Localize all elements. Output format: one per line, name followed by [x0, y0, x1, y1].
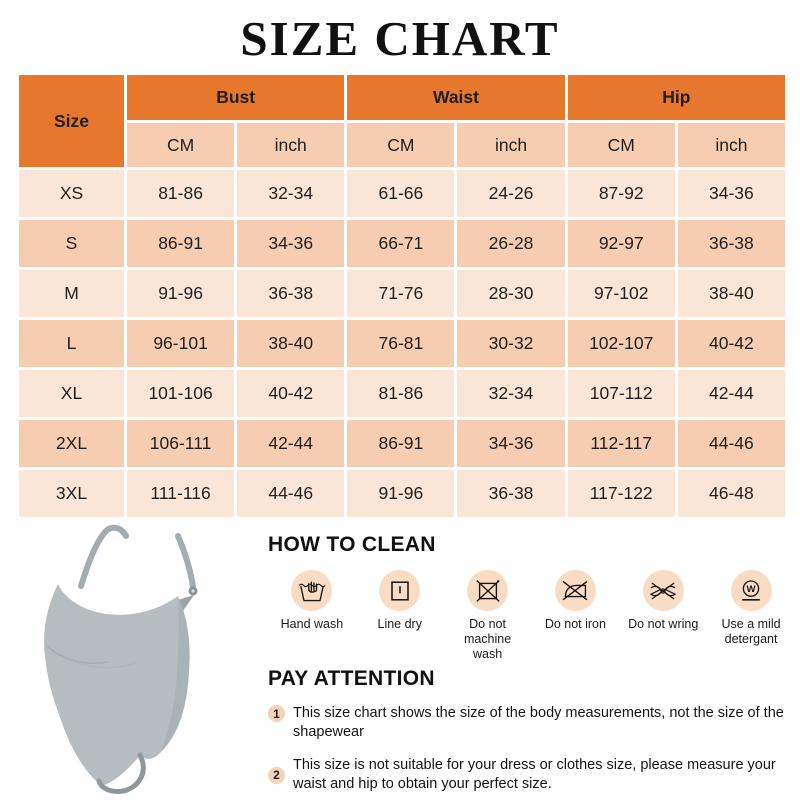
pay-attention-heading: PAY ATTENTION — [268, 667, 435, 691]
size-label: XS — [19, 170, 124, 217]
note-item-1 — [268, 704, 784, 741]
cell: 71-76 — [347, 270, 454, 317]
table-row — [19, 420, 785, 467]
cell: 102-107 — [568, 320, 675, 367]
cell: 81-86 — [347, 370, 454, 417]
cell: 34-36 — [457, 420, 564, 467]
note-item-2 — [268, 756, 784, 793]
cell: 91-96 — [347, 470, 454, 517]
cell: 97-102 — [568, 270, 675, 317]
unit-header: CM — [347, 123, 454, 167]
cell: 32-34 — [237, 170, 344, 217]
cell: 92-97 — [568, 220, 675, 267]
cell: 111-116 — [127, 470, 234, 517]
do-not-wring-icon — [643, 570, 684, 611]
cell: 76-81 — [347, 320, 454, 367]
cell: 87-92 — [568, 170, 675, 217]
cell: 30-32 — [457, 320, 564, 367]
care-label: Hand wash — [280, 617, 344, 631]
cell: 40-42 — [678, 320, 785, 367]
unit-header: inch — [237, 123, 344, 167]
svg-text:W: W — [746, 583, 756, 595]
how-to-clean-heading: HOW TO CLEAN — [268, 533, 436, 556]
cell: 36-38 — [237, 270, 344, 317]
cell: 86-91 — [127, 220, 234, 267]
care-item-do-not-machine-wash — [444, 570, 532, 661]
cell: 42-44 — [678, 370, 785, 417]
page-title: SIZE CHART — [240, 11, 560, 66]
mild-detergent-icon — [731, 570, 772, 611]
care-icons-row — [268, 570, 795, 661]
cell: 101-106 — [127, 370, 234, 417]
cell: 44-46 — [678, 420, 785, 467]
cell: 86-91 — [347, 420, 454, 467]
note-text: This size is not suitable for your dress or clothes size, please measure your waist and hip to obtain your perfect size. — [293, 757, 776, 792]
size-chart-table — [16, 72, 788, 520]
cell: 36-38 — [678, 220, 785, 267]
care-label: Line dry — [377, 617, 422, 631]
cell: 107-112 — [568, 370, 675, 417]
cell: 42-44 — [237, 420, 344, 467]
care-label: Use a mild detergant — [721, 617, 781, 646]
size-label: L — [19, 320, 124, 367]
table-row — [19, 470, 785, 517]
cell: 34-36 — [678, 170, 785, 217]
care-item-line-dry — [356, 570, 444, 661]
cell: 96-101 — [127, 320, 234, 367]
cell: 44-46 — [237, 470, 344, 517]
strap-left — [81, 528, 126, 586]
cell: 34-36 — [237, 220, 344, 267]
table-row — [19, 370, 785, 417]
unit-header: CM — [568, 123, 675, 167]
note-number-badge: 1 — [268, 705, 285, 722]
column-header-bust: Bust — [127, 75, 344, 120]
cell: 26-28 — [457, 220, 564, 267]
column-header-size: Size — [19, 75, 124, 167]
strap-right — [178, 536, 193, 587]
cell: 28-30 — [457, 270, 564, 317]
cell: 38-40 — [237, 320, 344, 367]
column-header-waist: Waist — [347, 75, 564, 120]
care-label: Do not machine wash — [463, 617, 512, 661]
line-dry-icon — [379, 570, 420, 611]
care-label: Do not iron — [544, 617, 606, 631]
unit-header: CM — [127, 123, 234, 167]
cell: 24-26 — [457, 170, 564, 217]
table-row — [19, 270, 785, 317]
note-number-badge: 2 — [268, 767, 285, 784]
care-item-hand-wash — [268, 570, 356, 661]
product-image-bodysuit — [38, 524, 262, 800]
cell: 81-86 — [127, 170, 234, 217]
cell: 32-34 — [457, 370, 564, 417]
cell: 36-38 — [457, 470, 564, 517]
unit-header: inch — [678, 123, 785, 167]
size-label: XL — [19, 370, 124, 417]
attention-notes — [268, 704, 795, 793]
cell: 40-42 — [237, 370, 344, 417]
unit-header: inch — [457, 123, 564, 167]
cell: 46-48 — [678, 470, 785, 517]
do-not-machine-wash-icon — [467, 570, 508, 611]
cell: 61-66 — [347, 170, 454, 217]
size-label: M — [19, 270, 124, 317]
care-item-do-not-iron — [531, 570, 619, 661]
cell: 91-96 — [127, 270, 234, 317]
cell: 112-117 — [568, 420, 675, 467]
table-row — [19, 320, 785, 367]
care-item-mild-detergent — [707, 570, 795, 661]
cell: 117-122 — [568, 470, 675, 517]
size-label: S — [19, 220, 124, 267]
hand-wash-icon — [291, 570, 332, 611]
care-label: Do not wring — [628, 617, 699, 631]
cell: 38-40 — [678, 270, 785, 317]
cell: 106-111 — [127, 420, 234, 467]
size-label: 3XL — [19, 470, 124, 517]
care-and-notes — [268, 533, 795, 793]
note-text: This size chart shows the size of the body measurements, not the size of the shapewear — [293, 705, 784, 740]
table-row — [19, 170, 785, 217]
care-item-do-not-wring — [619, 570, 707, 661]
do-not-iron-icon — [555, 570, 596, 611]
size-label: 2XL — [19, 420, 124, 467]
cell: 66-71 — [347, 220, 454, 267]
column-header-hip: Hip — [568, 75, 785, 120]
table-row — [19, 220, 785, 267]
